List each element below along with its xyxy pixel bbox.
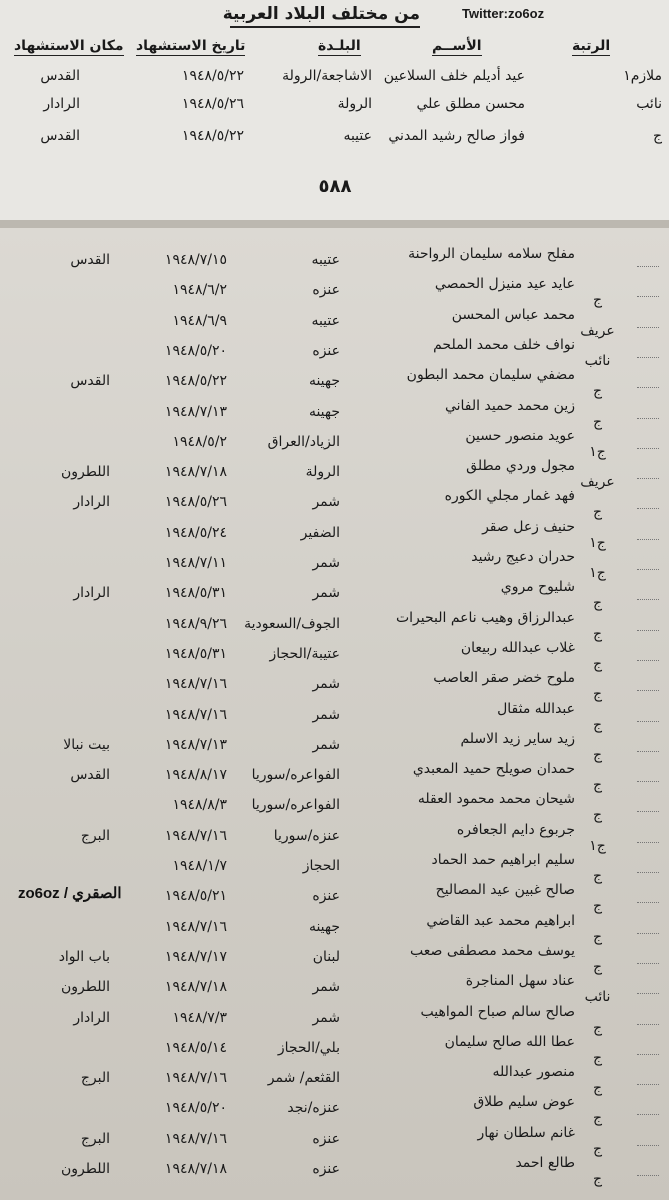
cell-name: عبدالرزاق وهيب ناعم البحيرات <box>395 610 575 626</box>
cell-name: فواز صالح رشيد المدني <box>388 128 525 144</box>
cell-date: ١٩٤٨/٧/١٦ <box>164 919 227 935</box>
cell-town: الضفير <box>300 525 340 541</box>
cell-place: اللطرون <box>60 979 110 995</box>
cell-rank: ج <box>592 686 603 702</box>
cell-rank: ج <box>592 595 603 611</box>
page-edge-mark <box>637 539 659 543</box>
header-town: البلـدة <box>318 38 361 54</box>
cell-date: ١٩٤٨/٥/٢٢ <box>181 68 244 84</box>
cell-date: ١٩٤٨/٥/٢٢ <box>181 128 244 144</box>
cell-name: زيد ساير زيد الاسلم <box>460 731 575 747</box>
page-edge-mark <box>637 811 659 815</box>
cell-rank: ج <box>592 868 603 884</box>
page-edge-mark <box>637 448 659 452</box>
cell-name: حنيف زعل صقر <box>482 519 575 535</box>
cell-town: بلي/الحجاز <box>277 1040 340 1056</box>
cell-name: عبدالله مثقال <box>497 701 575 717</box>
cell-rank: ج١ <box>589 838 606 854</box>
cell-name: مفلح سلامه سليمان الرواحنة <box>408 246 575 262</box>
page-edge-mark <box>637 599 659 603</box>
cell-name: عطا الله صالح سليمان <box>444 1034 575 1050</box>
cell-name: عايد عيد منيزل الحمصي <box>434 276 575 292</box>
page-edge-mark <box>637 357 659 361</box>
cell-place: البرج <box>80 1131 110 1147</box>
cell-town: الجوف/السعودية <box>244 616 340 632</box>
page-edge-mark <box>637 1175 659 1179</box>
page-edge-mark <box>637 690 659 694</box>
cell-town: عتيبه <box>343 128 372 144</box>
cell-rank: نائب <box>636 96 662 112</box>
cell-town: عنزه <box>312 343 340 359</box>
cell-town: جهينه <box>308 919 340 935</box>
cell-date: ١٩٤٨/٥/١٤ <box>164 1040 227 1056</box>
cell-name: مضفي سليمان محمد البطون <box>406 367 575 383</box>
cell-town: لبنان <box>312 949 340 965</box>
watermark: zo6oz / الصقري <box>18 885 122 902</box>
bottom-book-page <box>0 228 669 1200</box>
page-edge-mark <box>637 296 659 300</box>
cell-town: عنزه <box>312 282 340 298</box>
cell-rank: عريف <box>580 474 615 490</box>
cell-rank: ج١ <box>589 535 606 551</box>
page-edge-mark <box>637 933 659 937</box>
cell-town: الفواعره/سوريا <box>251 767 340 783</box>
cell-name: سليم ابراهيم حمد الحماد <box>431 852 575 868</box>
page-edge-mark <box>637 418 659 422</box>
cell-date: ١٩٤٨/٨/١٧ <box>164 767 227 783</box>
page-edge-mark <box>637 1054 659 1058</box>
cell-rank: ج <box>592 959 603 975</box>
cell-rank: ج <box>592 414 603 430</box>
page-edge-mark <box>637 1084 659 1088</box>
cell-rank: ج <box>592 383 603 399</box>
cell-town: شمر <box>312 585 340 601</box>
cell-town: الحجاز <box>302 858 340 874</box>
cell-name: منصور عبدالله <box>492 1064 575 1080</box>
page-edge-mark <box>637 630 659 634</box>
page-edge-mark <box>637 963 659 967</box>
cell-date: ١٩٤٨/٧/١٣ <box>164 737 227 753</box>
cell-town: شمر <box>312 555 340 571</box>
cell-town: جهينه <box>308 404 340 420</box>
cell-rank: ج <box>592 1171 603 1187</box>
page-edge-mark <box>637 266 659 270</box>
page-edge-mark <box>637 387 659 391</box>
cell-town: القثعم/ شمر <box>267 1070 340 1086</box>
cell-place: البرج <box>80 828 110 844</box>
cell-town: عنزه/سوريا <box>273 828 340 844</box>
header-rank: الرتبة <box>572 38 611 54</box>
cell-name: جربوع دايم الجعافره <box>456 822 575 838</box>
cell-name: نواف خلف محمد الملحم <box>433 337 575 353</box>
cell-date: ١٩٤٨/١/٧ <box>172 858 227 874</box>
cell-town: الرولة <box>337 96 372 112</box>
cell-name: محمد عباس المحسن <box>451 307 575 323</box>
page-edge-mark <box>637 842 659 846</box>
page-edge-mark <box>637 1024 659 1028</box>
cell-town: الاشاجعة/الرولة <box>282 68 372 84</box>
cell-town: عتيبة/الحجاز <box>269 646 340 662</box>
cell-name: محسن مطلق علي <box>416 96 525 112</box>
top-book-page <box>0 0 669 220</box>
cell-town: جهينه <box>308 373 340 389</box>
cell-rank: نائب <box>584 989 611 1005</box>
cell-rank: ج <box>592 1110 603 1126</box>
page-edge-mark <box>637 872 659 876</box>
cell-rank: ج <box>592 1080 603 1096</box>
cell-rank: ج <box>592 504 603 520</box>
cell-rank: ج <box>592 898 603 914</box>
cell-town: شمر <box>312 676 340 692</box>
cell-rank: ج١ <box>589 565 606 581</box>
cell-rank: ملازم١ <box>623 68 662 84</box>
cell-rank: ج١ <box>589 444 606 460</box>
cell-name: ملوح خضر صقر العاصب <box>433 670 575 686</box>
cell-place: الرادار <box>73 494 110 510</box>
cell-place: القدس <box>40 128 80 144</box>
page-edge-mark <box>637 508 659 512</box>
cell-name: صالح غبين عيد المصاليح <box>435 882 575 898</box>
cell-town: شمر <box>312 707 340 723</box>
cell-date: ١٩٤٨/٥/٢٦ <box>164 494 227 510</box>
cell-name: غلاب عبدالله ربيعان <box>460 640 575 656</box>
cell-town: عنزه <box>312 1131 340 1147</box>
cell-date: ١٩٤٨/٧/١٨ <box>164 979 227 995</box>
header-date: تاريخ الاستشهاد <box>136 38 246 54</box>
page-gap <box>0 220 669 228</box>
cell-town: شمر <box>312 1010 340 1026</box>
cell-date: ١٩٤٨/٥/٢٠ <box>164 343 227 359</box>
cell-name: عوض سليم طلاق <box>473 1094 575 1110</box>
cell-place: البرج <box>80 1070 110 1086</box>
cell-town: الزياد/العراق <box>267 434 340 450</box>
cell-rank: ج <box>592 1020 603 1036</box>
cell-name: حمدان صويلح حميد المعبدي <box>412 761 575 777</box>
cell-rank: ج <box>592 717 603 733</box>
page-edge-mark <box>637 1114 659 1118</box>
cell-rank: ج <box>592 929 603 945</box>
cell-date: ١٩٤٨/٥/٣١ <box>164 585 227 601</box>
cell-date: ١٩٤٨/٧/١٧ <box>164 949 227 965</box>
cell-place: اللطرون <box>60 1161 110 1177</box>
cell-rank: ج <box>592 656 603 672</box>
cell-town: عتيبه <box>311 313 340 329</box>
cell-name: عيد أديلم خلف السلاعين <box>383 68 525 84</box>
cell-date: ١٩٤٨/٥/٢٤ <box>164 525 227 541</box>
cell-place: بيت نبالا <box>63 737 110 753</box>
cell-place: القدس <box>40 68 80 84</box>
cell-name: زين محمد حميد الفاني <box>444 398 575 414</box>
cell-date: ١٩٤٨/٧/١٦ <box>164 676 227 692</box>
cell-name: حدران دعيج رشيد <box>471 549 575 565</box>
cell-date: ١٩٤٨/٧/١١ <box>164 555 227 571</box>
cell-date: ١٩٤٨/٥/٢١ <box>164 888 227 904</box>
cell-name: عويد منصور حسين <box>465 428 575 444</box>
page-edge-mark <box>637 660 659 664</box>
header-place: مكان الاستشهاد <box>14 38 124 54</box>
cell-rank: ج <box>592 292 603 308</box>
cell-name: عناد سهل المناجرة <box>465 973 575 989</box>
cell-town: شمر <box>312 737 340 753</box>
cell-date: ١٩٤٨/٨/٣ <box>172 797 227 813</box>
cell-name: شليوح مروي <box>500 579 575 595</box>
cell-date: ١٩٤٨/٦/٩ <box>172 313 227 329</box>
cell-name: صالح سالم صباح المواهيب <box>420 1004 575 1020</box>
cell-rank: ج <box>592 1050 603 1066</box>
cell-name: فهد غمار مجلي الكوره <box>444 488 575 504</box>
cell-date: ١٩٤٨/٧/٣ <box>172 1010 227 1026</box>
cell-name: ابراهيم محمد عبد القاضي <box>426 913 575 929</box>
cell-rank: ج <box>592 777 603 793</box>
cell-date: ١٩٤٨/٩/٢٦ <box>164 616 227 632</box>
cell-rank: ج <box>592 747 603 763</box>
page-title: من مختلف البلاد العربية <box>230 4 420 28</box>
cell-date: ١٩٤٨/٥/٢٦ <box>181 96 244 112</box>
page-edge-mark <box>637 1145 659 1149</box>
cell-name: يوسف محمد مصطفى صعب <box>410 943 575 959</box>
cell-date: ١٩٤٨/٦/٢ <box>172 282 227 298</box>
cell-place: اللطرون <box>60 464 110 480</box>
page-edge-mark <box>637 751 659 755</box>
cell-name: طالع احمد <box>515 1155 575 1171</box>
cell-date: ١٩٤٨/٧/١٨ <box>164 464 227 480</box>
cell-date: ١٩٤٨/٥/٢٢ <box>164 373 227 389</box>
cell-date: ١٩٤٨/٧/١٦ <box>164 707 227 723</box>
cell-town: عنزه <box>312 888 340 904</box>
cell-name: مجول وردي مطلق <box>466 458 575 474</box>
page-number: ٥٨٨ <box>318 176 352 197</box>
cell-town: عنزه <box>312 1161 340 1177</box>
cell-rank: عريف <box>580 323 615 339</box>
cell-place: الرادار <box>73 585 110 601</box>
cell-date: ١٩٤٨/٧/١٣ <box>164 404 227 420</box>
page-edge-mark <box>637 781 659 785</box>
cell-place: باب الواد <box>58 949 110 965</box>
cell-town: شمر <box>312 979 340 995</box>
cell-place: القدس <box>70 373 110 389</box>
cell-rank: ج <box>652 128 662 144</box>
twitter-handle: Twitter:zo6oz <box>462 6 545 21</box>
page-edge-mark <box>637 721 659 725</box>
page-edge-mark <box>637 478 659 482</box>
cell-town: شمر <box>312 494 340 510</box>
cell-date: ١٩٤٨/٧/١٦ <box>164 1131 227 1147</box>
cell-date: ١٩٤٨/٧/١٦ <box>164 828 227 844</box>
cell-town: الرولة <box>305 464 340 480</box>
cell-town: عنزه/نجد <box>287 1100 340 1116</box>
page-edge-mark <box>637 902 659 906</box>
cell-date: ١٩٤٨/٧/١٥ <box>164 252 227 268</box>
cell-town: عتيبه <box>311 252 340 268</box>
cell-date: ١٩٤٨/٧/١٨ <box>164 1161 227 1177</box>
cell-date: ١٩٤٨/٥/٢٠ <box>164 1100 227 1116</box>
cell-town: الفواعره/سوريا <box>251 797 340 813</box>
header-name: الأســم <box>432 38 482 54</box>
cell-rank: نائب <box>584 353 611 369</box>
cell-date: ١٩٤٨/٧/١٦ <box>164 1070 227 1086</box>
cell-name: شيحان محمد محمود العقله <box>417 791 575 807</box>
cell-place: القدس <box>70 767 110 783</box>
cell-name: غانم سلطان نهار <box>477 1125 575 1141</box>
cell-place: الرادار <box>43 96 80 112</box>
cell-date: ١٩٤٨/٥/٣١ <box>164 646 227 662</box>
page-edge-mark <box>637 993 659 997</box>
cell-date: ١٩٤٨/٥/٢ <box>172 434 227 450</box>
cell-place: الرادار <box>73 1010 110 1026</box>
cell-place: القدس <box>70 252 110 268</box>
page-edge-mark <box>637 569 659 573</box>
cell-rank: ج <box>592 626 603 642</box>
cell-rank: ج <box>592 807 603 823</box>
cell-rank: ج <box>592 1141 603 1157</box>
page-edge-mark <box>637 327 659 331</box>
